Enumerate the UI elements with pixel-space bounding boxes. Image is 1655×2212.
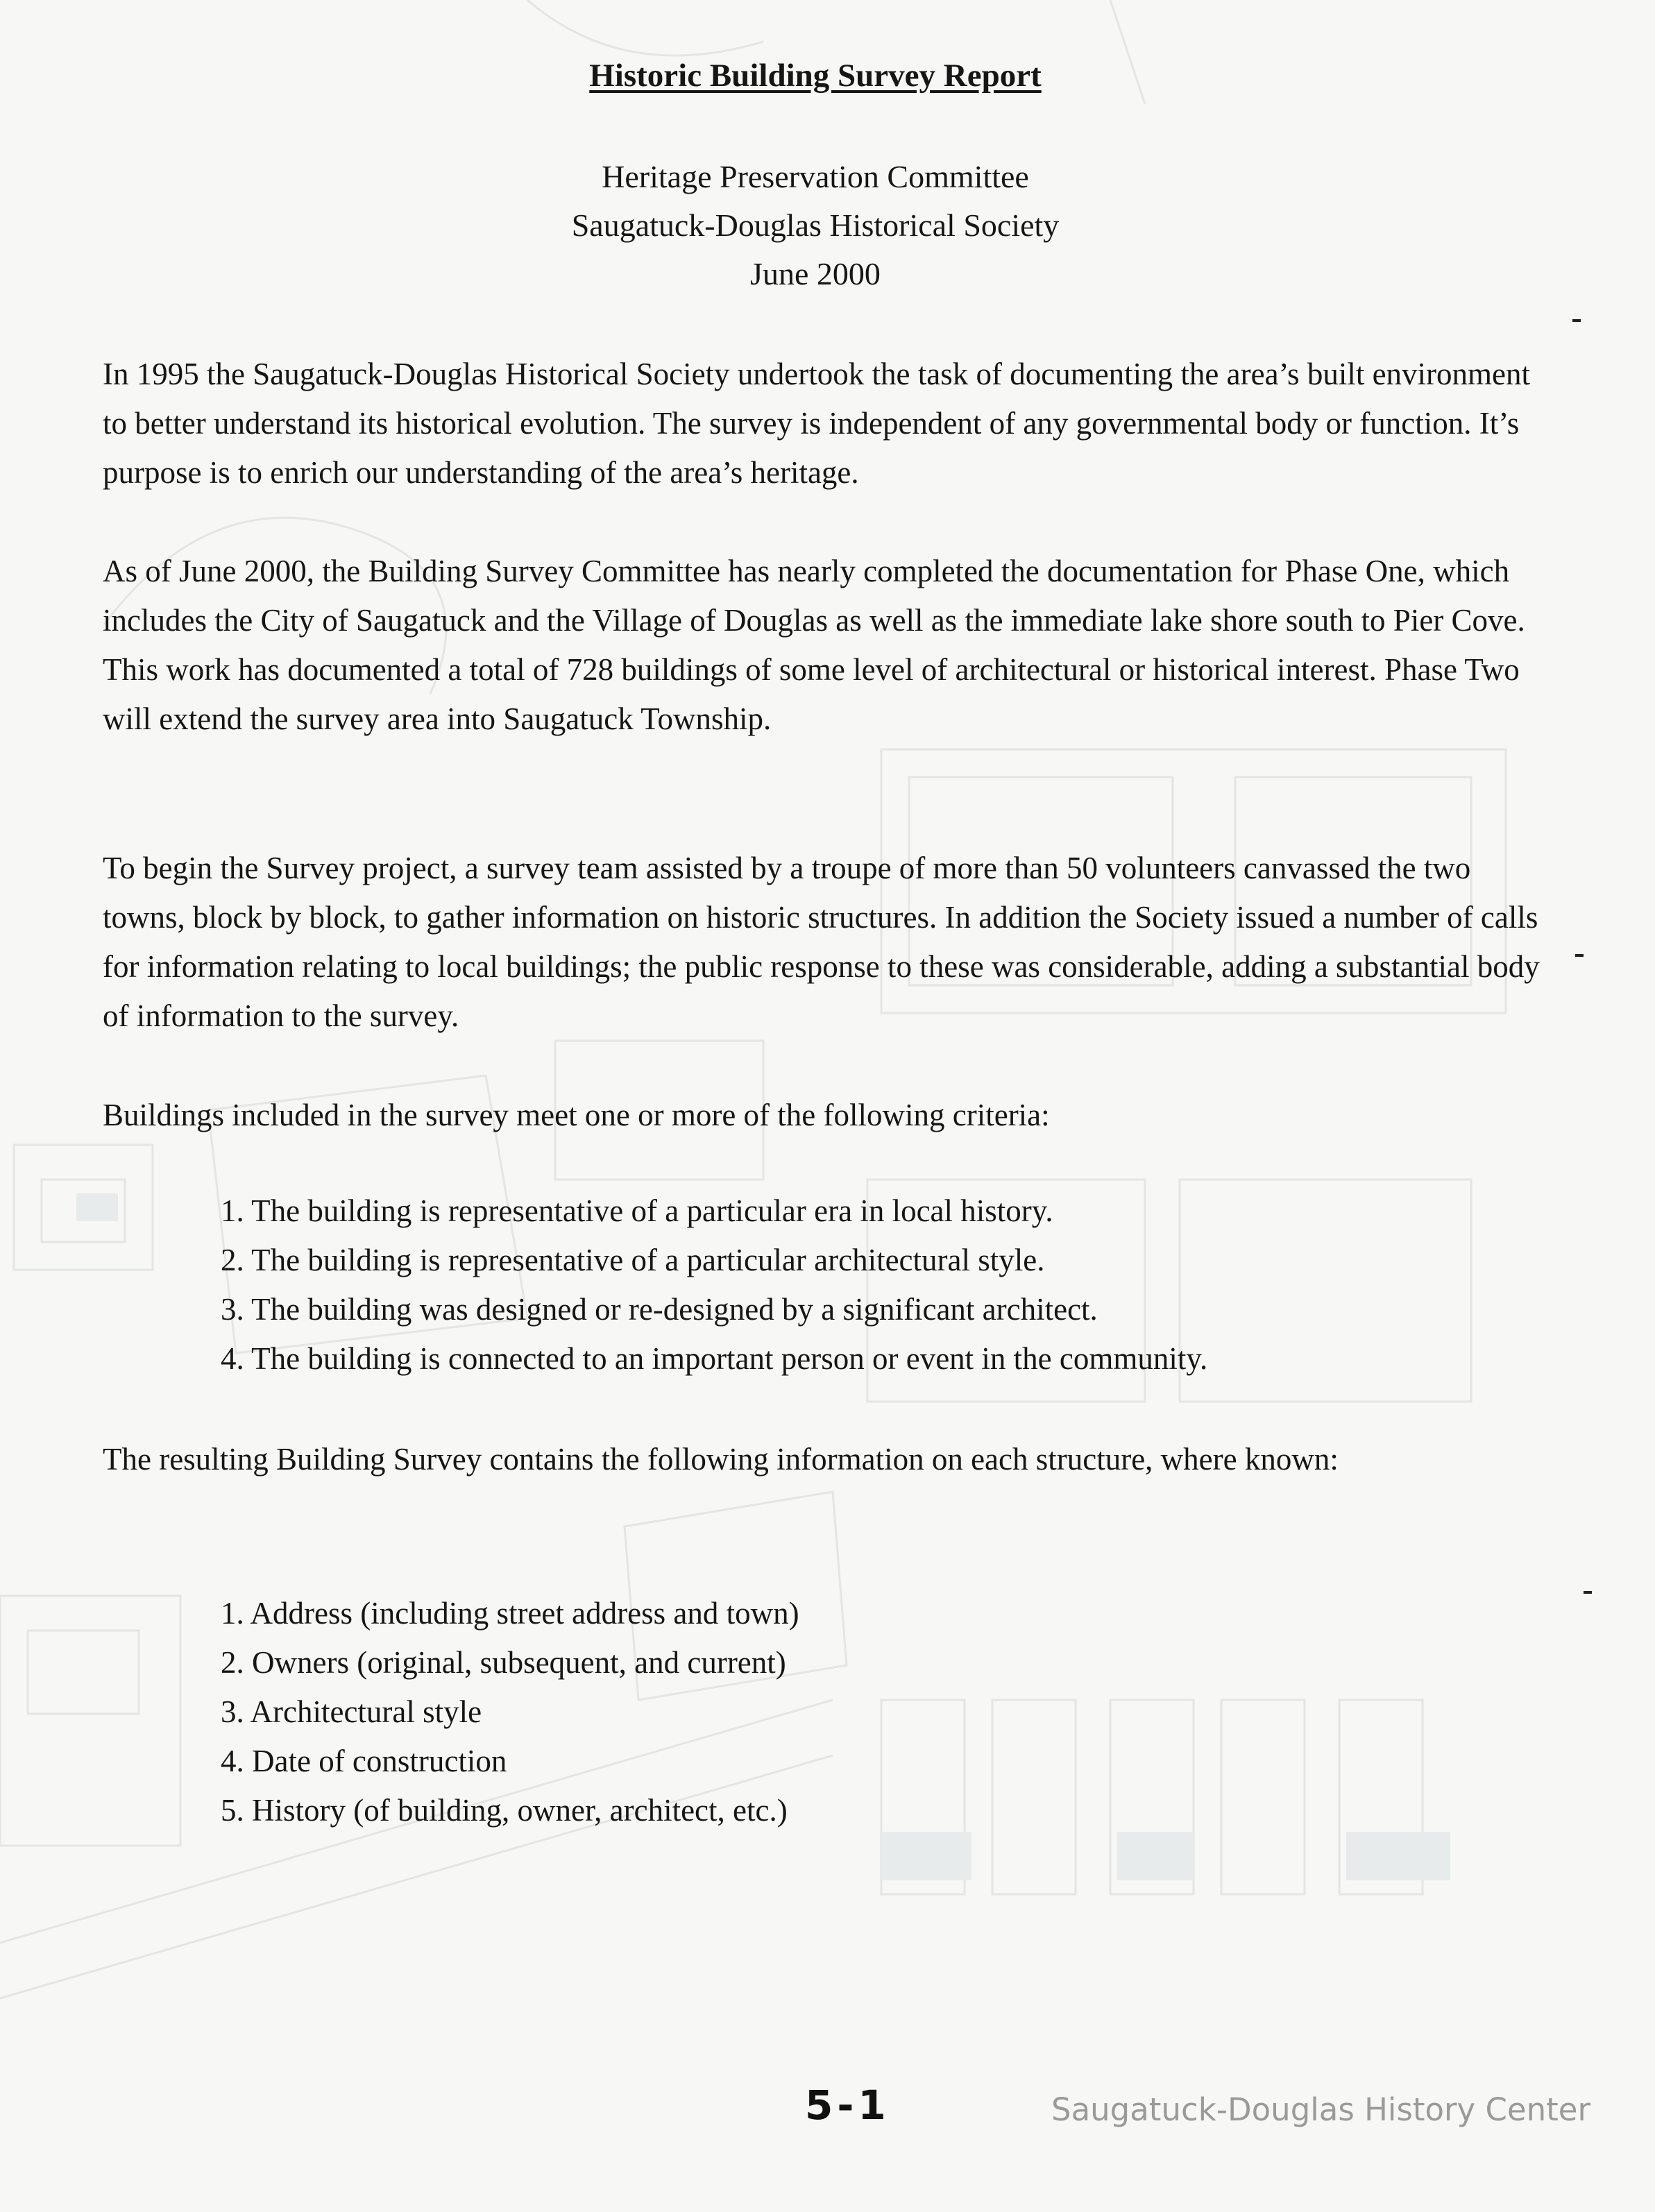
report-title: Historic Building Survey Report [589, 58, 1042, 94]
info-item: 2. Owners (original, subsequent, and current) [221, 1645, 786, 1680]
margin-mark [1575, 954, 1584, 957]
info-item: 4. Date of construction [221, 1744, 507, 1778]
criteria-item: 1. The building is representative of a particular era in local history. [221, 1193, 1053, 1228]
info-item: 5. History (of building, owner, architect, etc.) [221, 1793, 788, 1828]
page-number: 5-1 [805, 2082, 890, 2129]
paragraph-phase-one: As of June 2000, the Building Survey Committee has nearly completed the documentation for Phase One, which includes the City of Saugatuck and the Village of Douglas as well as the immediate lake shore south to Pier Cove. This work has documented a total of 728 buildings of some level of architectural or historical interest. Phase Two will extend the survey area into Saugatuck Township. [103, 554, 1525, 736]
criteria-item: 4. The building is connected to an important person or event in the community. [221, 1341, 1208, 1376]
paragraph-criteria-intro: Buildings included in the survey meet one or more of the following criteria: [103, 1098, 1050, 1132]
paragraph-info-intro: The resulting Building Survey contains the following information on each structure, where known: [103, 1442, 1339, 1477]
info-list [221, 1589, 1539, 1835]
committee-name: Heritage Preservation Committee [602, 159, 1029, 194]
info-item: 3. Architectural style [221, 1694, 482, 1729]
margin-mark [1584, 1591, 1592, 1594]
criteria-list [221, 1186, 1539, 1384]
criteria-item: 3. The building was designed or re-designed by a significant architect. [221, 1292, 1098, 1327]
margin-mark [1572, 319, 1581, 322]
society-name: Saugatuck-Douglas Historical Society [571, 207, 1060, 243]
history-center-watermark: Saugatuck-Douglas History Center [1051, 2091, 1590, 2128]
report-date: June 2000 [750, 256, 881, 291]
paragraph-intro: In 1995 the Saugatuck-Douglas Historical Society undertook the task of documenting the area’s built environment to better understand its historical evolution. The survey is independent of any governmental body or function. It’s purpose is to enrich our understanding of the area’s heritage. [103, 357, 1531, 490]
paragraph-survey-project: To begin the Survey project, a survey team assisted by a troupe of more than 50 volunteers canvassed the two towns, block by block, to gather information on historic structures. In addition the Society issued a number of calls for information relating to local buildings; the public response to these was considerable, adding a substantial body of information to the survey. [103, 851, 1540, 1033]
info-item: 1. Address (including street address and town) [221, 1596, 799, 1631]
criteria-item: 2. The building is representative of a particular architectural style. [221, 1243, 1045, 1277]
